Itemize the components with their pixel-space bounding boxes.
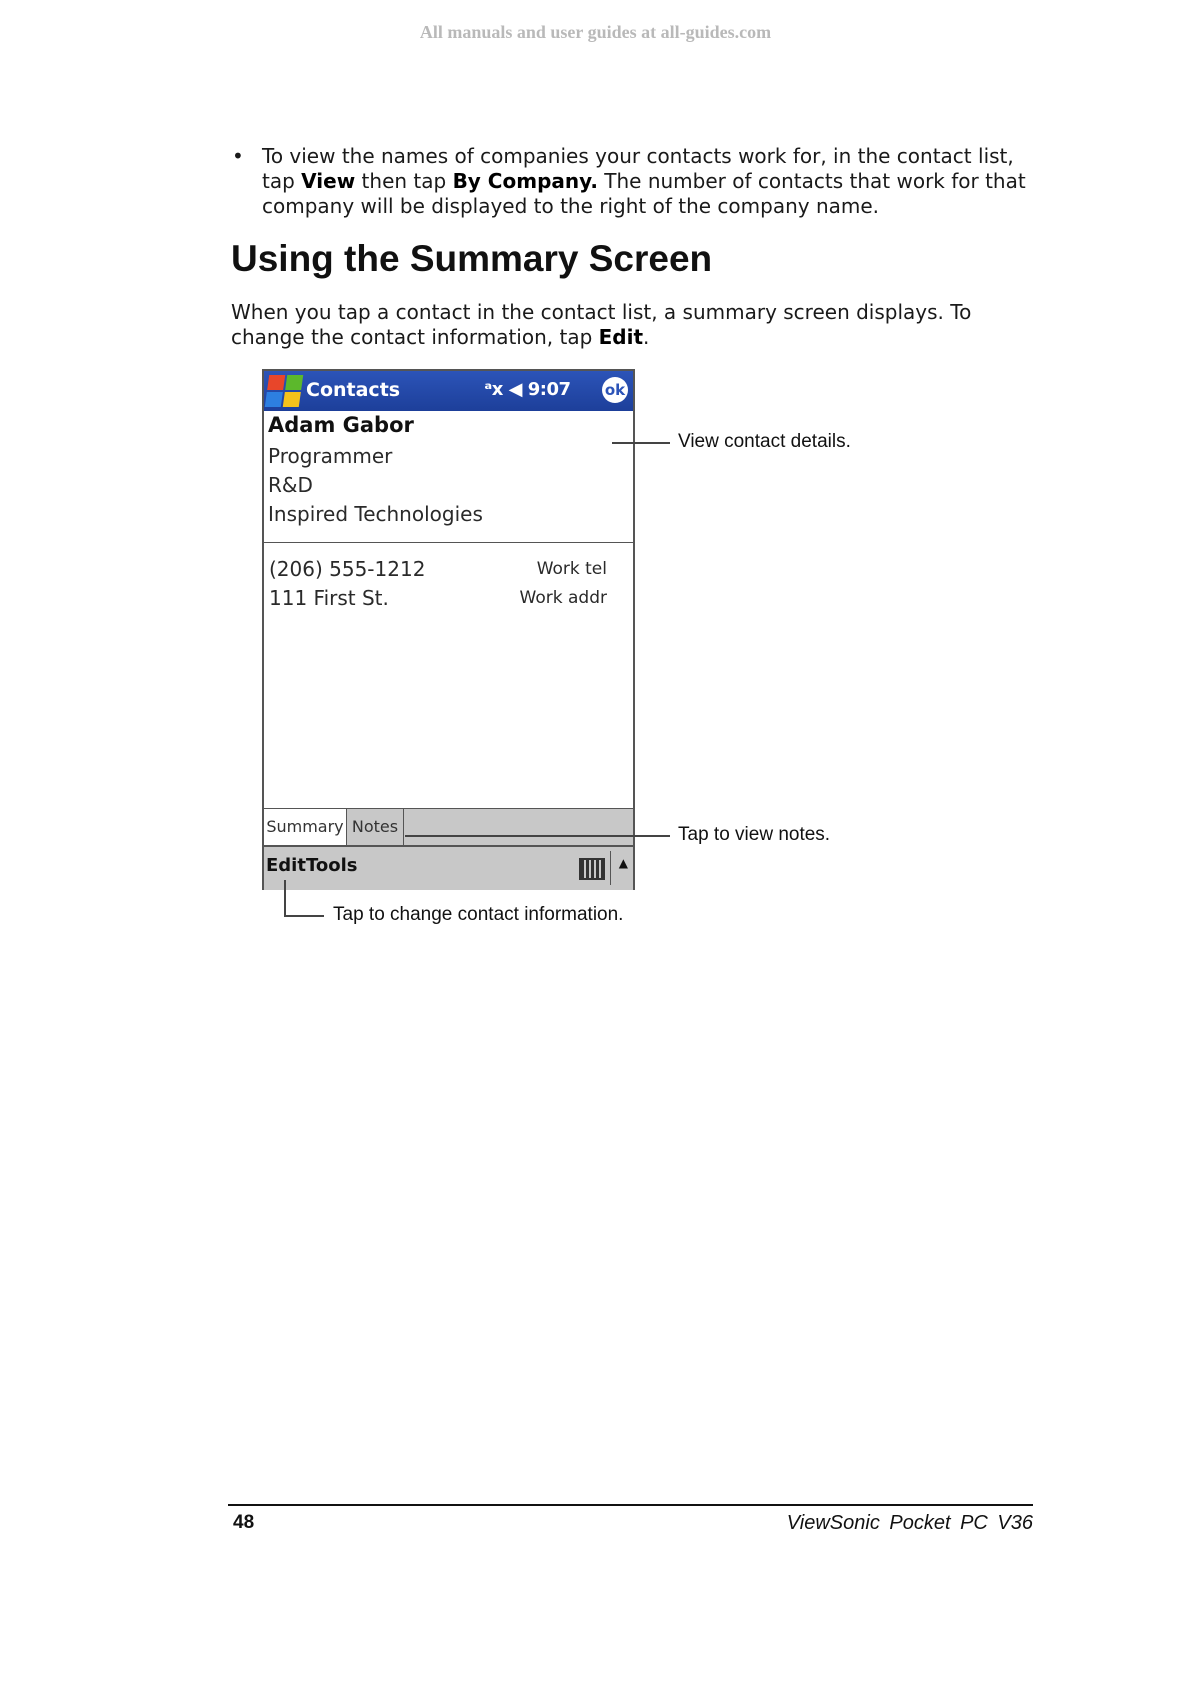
section-heading: Using the Summary Screen <box>231 238 713 279</box>
tab-strip <box>264 808 633 846</box>
status-indicators[interactable]: ᵃx ◀ 9:07 <box>484 379 571 400</box>
intro-text-part: . <box>643 325 650 349</box>
flag-segment <box>285 375 303 390</box>
callout-details: View contact details. <box>678 431 851 452</box>
watermark: All manuals and user guides at all-guides.com <box>419 22 772 42</box>
callout-line-details <box>612 442 670 444</box>
work-address-value[interactable]: 111 First St. <box>269 586 389 610</box>
tools-menu[interactable]: Tools <box>306 855 358 876</box>
callout-edit: Tap to change contact information. <box>333 904 624 925</box>
edit-menu[interactable]: Edit <box>266 855 306 876</box>
callout-line-edit <box>284 915 324 917</box>
view-term: View <box>301 169 356 193</box>
section-divider <box>264 542 633 543</box>
bullet-marker: • <box>232 144 244 168</box>
bullet-text-part: The number of contacts that work for that company will be displayed to the right of the company name. <box>262 169 1026 218</box>
contact-summary-screenshot <box>262 369 635 890</box>
tab-summary[interactable]: Summary <box>264 809 347 845</box>
work-address-label: Work addr <box>519 588 607 608</box>
callout-line-edit-vertical <box>284 880 286 916</box>
bullet-text-part: To view the names of companies your contacts work for, in the contact list, tap <box>262 144 1014 193</box>
work-phone-label: Work tel <box>536 559 607 579</box>
bullet-text <box>262 144 1032 219</box>
flag-segment <box>283 392 301 407</box>
bullet-paragraph <box>232 144 1032 219</box>
title-bar <box>264 371 633 411</box>
app-title: Contacts <box>306 379 401 401</box>
sip-separator <box>610 851 611 885</box>
contact-department: R&D <box>268 473 313 497</box>
callout-notes: Tap to view notes. <box>678 824 831 845</box>
flag-segment <box>265 392 283 407</box>
sip-arrow-icon[interactable]: ▲ <box>618 856 628 870</box>
footer-rule <box>228 1504 1033 1506</box>
work-phone-value[interactable]: (206) 555-1212 <box>269 557 426 581</box>
footer-title: ViewSonic Pocket PC V36 <box>786 1512 1033 1534</box>
callout-line-notes <box>405 835 670 837</box>
edit-term: Edit <box>598 325 644 349</box>
keyboard-icon[interactable] <box>579 858 605 880</box>
by-company-term: By Company. <box>452 169 598 193</box>
contact-company: Inspired Technologies <box>268 502 483 526</box>
intro-text-part: When you tap a contact in the contact list, a summary screen displays. To change the contact information, tap <box>231 300 972 349</box>
contact-name: Adam Gabor <box>268 413 414 437</box>
windows-start-icon[interactable] <box>265 375 303 407</box>
flag-segment <box>267 375 285 390</box>
tab-notes[interactable]: Notes <box>347 809 404 845</box>
bullet-text-part: then tap <box>355 169 453 193</box>
menu-bar <box>264 845 633 890</box>
intro-paragraph <box>231 300 1031 350</box>
contact-job-title: Programmer <box>268 444 393 468</box>
ok-button[interactable]: ok <box>602 377 628 403</box>
page-number: 48 <box>233 1512 255 1533</box>
